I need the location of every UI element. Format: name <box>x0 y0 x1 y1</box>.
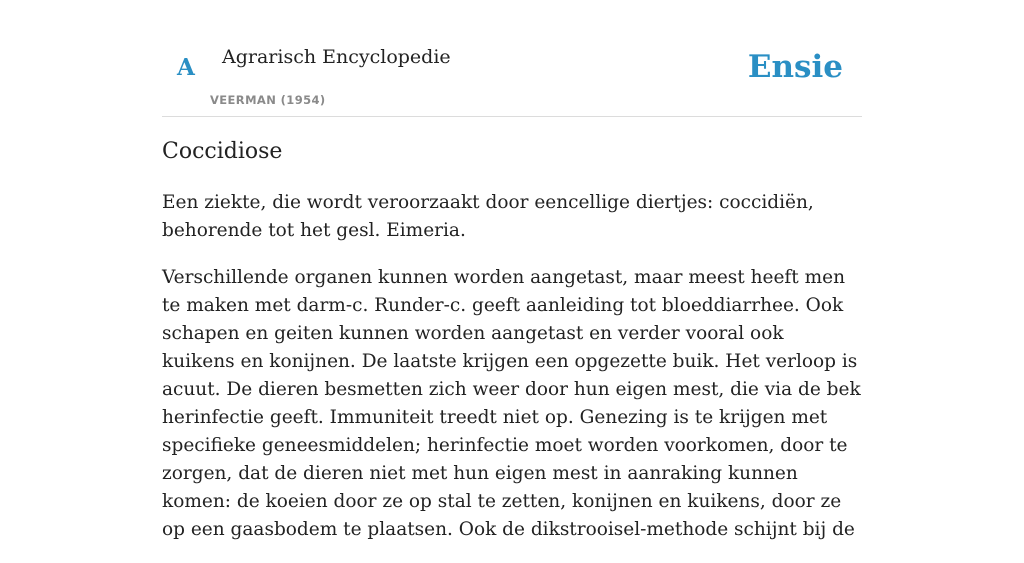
book-source: VEERMAN (1954) <box>210 93 326 107</box>
article-paragraph: Verschillende organen kunnen worden aangetast, maar meest heeft men te maken met darm-c. Runder-c. geeft aanleiding tot bloeddiarrhee. Ook schapen en geiten kunnen worden aangetast en verder vooral ook kuikens en konijnen. De laatste krijgen een opgezette buik. Het verloop is acuut. De dieren besmetten zich weer door hun eigen mest, die via de bek herinfectie geeft. Immuniteit treedt niet op. Genezing is te krijgen met specifieke geneesmiddelen; herinfectie moet worden voorkomen, door te zorgen, dat de dieren niet met hun eigen mest in aanraking kunnen komen: de koeien door ze op stal te zetten, konijnen en kuikens, door ze op een gaasbodem te plaatsen. Ook de dikstrooisel-methode schijnt bij de <box>162 266 861 540</box>
article-title: Coccidiose <box>162 139 283 164</box>
article <box>162 138 862 563</box>
book-header <box>162 0 862 117</box>
article-paragraph: Een ziekte, die wordt veroorzaakt door eencellige diertjes: coccidiën, behorende tot het gesl. Eimeria. <box>162 191 814 241</box>
book-title[interactable]: Agrarisch Encyclopedie <box>222 46 451 68</box>
brand-logo[interactable]: Ensie <box>747 49 843 85</box>
book-logo-link[interactable]: A <box>177 54 195 81</box>
